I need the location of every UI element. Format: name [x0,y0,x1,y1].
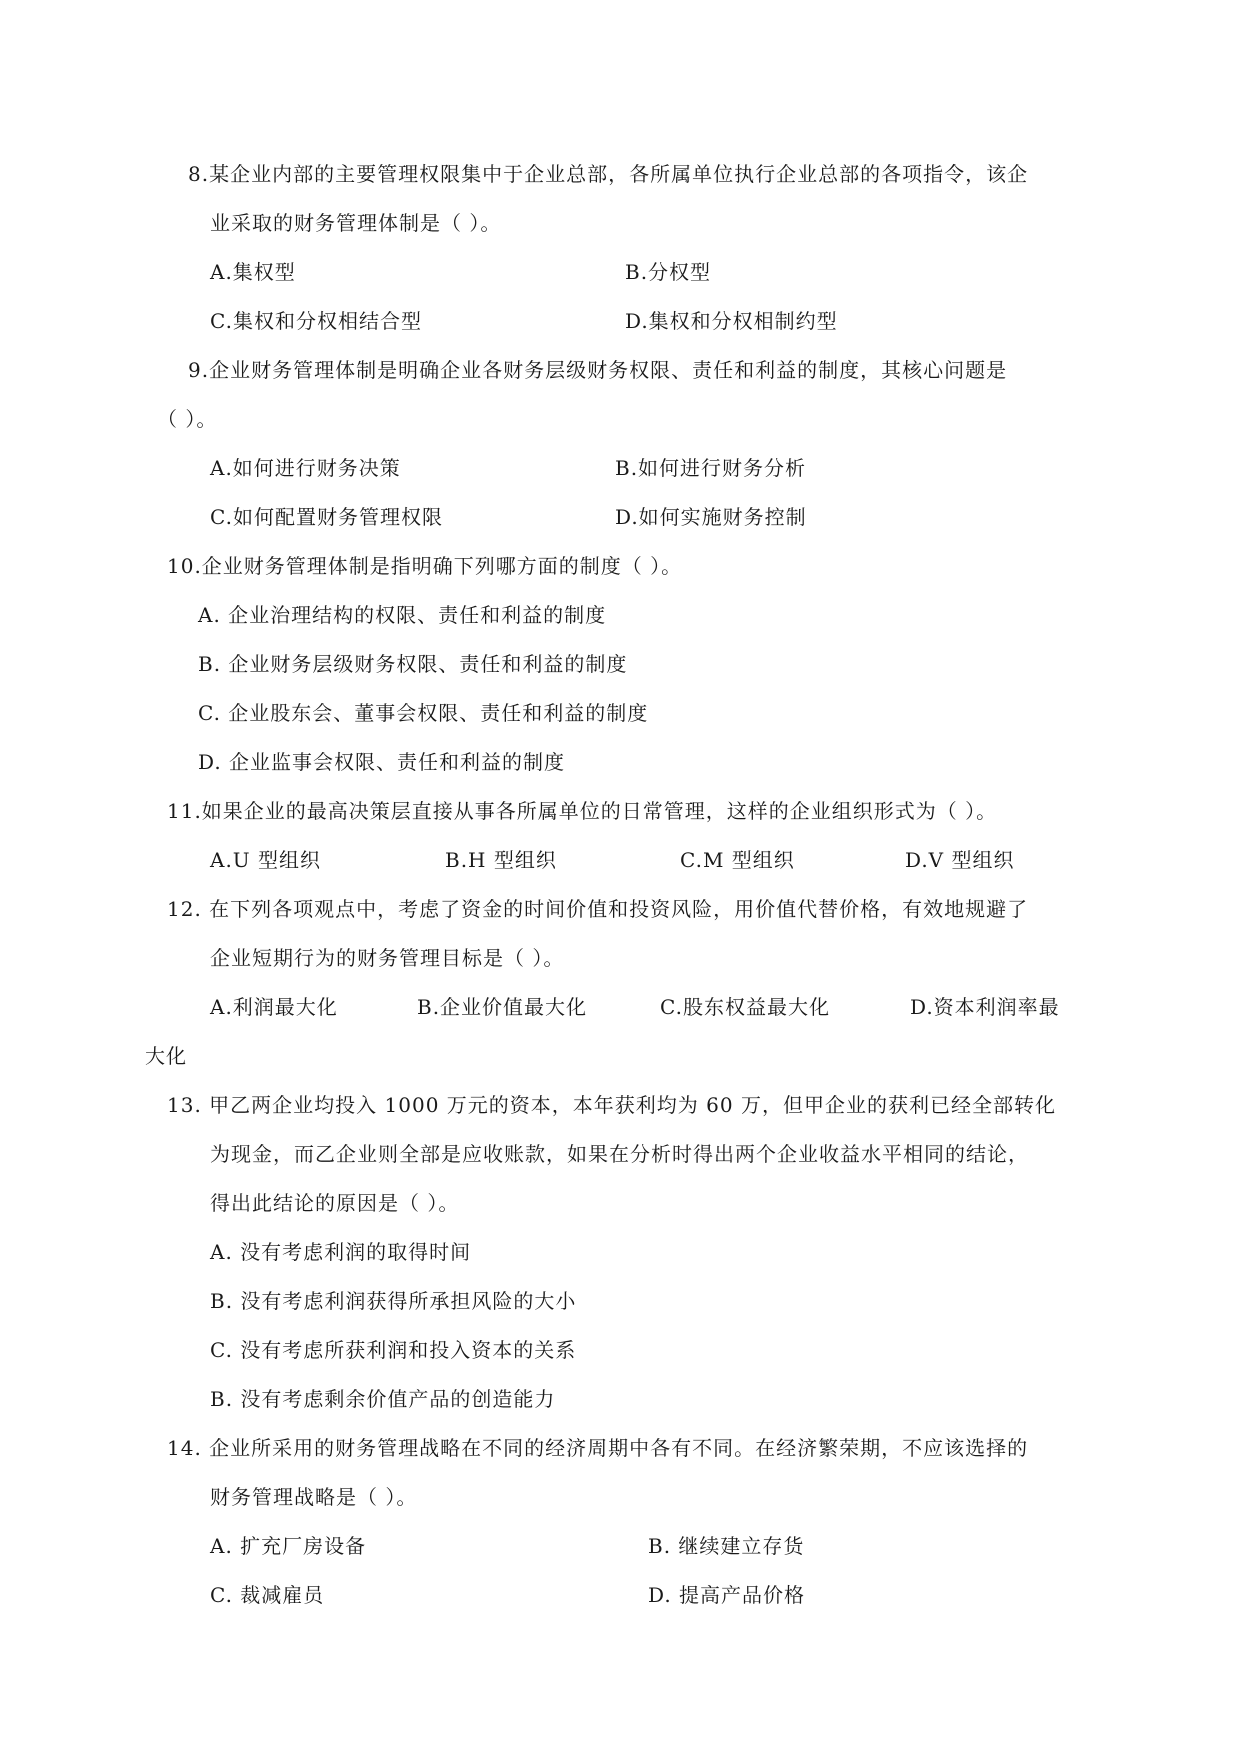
question-11-option-d: D.V 型组织 [905,848,1015,872]
question-13-option-d: B. 没有考虑剩余价值产品的创造能力 [210,1387,556,1411]
question-8-option-b: B.分权型 [625,260,712,284]
question-13-option-a: A. 没有考虑利润的取得时间 [210,1240,472,1264]
question-11-stem: 11.如果企业的最高决策层直接从事各所属单位的日常管理，这样的企业组织形式为（ ）。 [167,799,998,823]
question-13-option-b: B. 没有考虑利润获得所承担风险的大小 [210,1289,577,1313]
question-10-option-d: D. 企业监事会权限、责任和利益的制度 [198,750,566,774]
question-8-option-a: A.集权型 [210,260,296,284]
question-12-option-b: B.企业价值最大化 [417,995,588,1019]
question-12-option-d: D.资本利润率最 [910,995,1060,1019]
question-12-option-c: C.股东权益最大化 [660,995,830,1019]
question-13-option-c: C. 没有考虑所获利润和投入资本的关系 [210,1338,577,1362]
question-14-option-a: A. 扩充厂房设备 [210,1534,367,1558]
question-13-stem-line-3: 得出此结论的原因是（ ）。 [210,1191,460,1215]
question-14-option-b: B. 继续建立存货 [648,1534,805,1558]
question-8-stem-line-1: 8.某企业内部的主要管理权限集中于企业总部，各所属单位执行企业总部的各项指令，该企 [188,162,1029,186]
question-11-option-a: A.U 型组织 [210,848,322,872]
question-9-option-c: C.如何配置财务管理权限 [210,505,443,529]
question-13-stem-line-2: 为现金，而乙企业则全部是应收账款，如果在分析时得出两个企业收益水平相同的结论， [210,1142,1029,1166]
question-9-option-d: D.如何实施财务控制 [615,505,807,529]
question-11-option-b: B.H 型组织 [445,848,557,872]
question-9-stem-line-1: 9.企业财务管理体制是明确企业各财务层级财务权限、责任和利益的制度，其核心问题是 [188,358,1008,382]
question-12-stem-line-2: 企业短期行为的财务管理目标是（ ）。 [210,946,565,970]
question-9-stem-line-2: （ ）。 [157,407,218,431]
question-12-option-a: A.利润最大化 [210,995,338,1019]
question-8-option-d: D.集权和分权相制约型 [625,309,838,333]
question-12-option-d-wrap: 大化 [145,1044,187,1068]
question-14-option-d: D. 提高产品价格 [648,1583,806,1607]
question-13-stem-line-1: 13. 甲乙两企业均投入 1000 万元的资本，本年获利均为 60 万，但甲企业的获利已经全部转化 [167,1093,1056,1117]
question-9-option-b: B.如何进行财务分析 [615,456,807,480]
question-14-option-c: C. 裁减雇员 [210,1583,325,1607]
question-10-stem: 10.企业财务管理体制是指明确下列哪方面的制度（ ）。 [167,554,683,578]
question-10-option-a: A. 企业治理结构的权限、责任和利益的制度 [198,603,607,627]
question-10-option-c: C. 企业股东会、董事会权限、责任和利益的制度 [198,701,649,725]
question-8-stem-line-2: 业采取的财务管理体制是（ ）。 [210,211,502,235]
question-14-stem-line-1: 14. 企业所采用的财务管理战略在不同的经济周期中各有不同。在经济繁荣期，不应该选择的 [167,1436,1029,1460]
question-12-stem-line-1: 12. 在下列各项观点中，考虑了资金的时间价值和投资风险，用价值代替价格，有效地规避了 [167,897,1029,921]
question-8-option-c: C.集权和分权相结合型 [210,309,422,333]
question-11-option-c: C.M 型组织 [680,848,795,872]
question-9-option-a: A.如何进行财务决策 [210,456,401,480]
question-10-option-b: B. 企业财务层级财务权限、责任和利益的制度 [198,652,628,676]
question-14-stem-line-2: 财务管理战略是（ ）。 [210,1485,418,1509]
